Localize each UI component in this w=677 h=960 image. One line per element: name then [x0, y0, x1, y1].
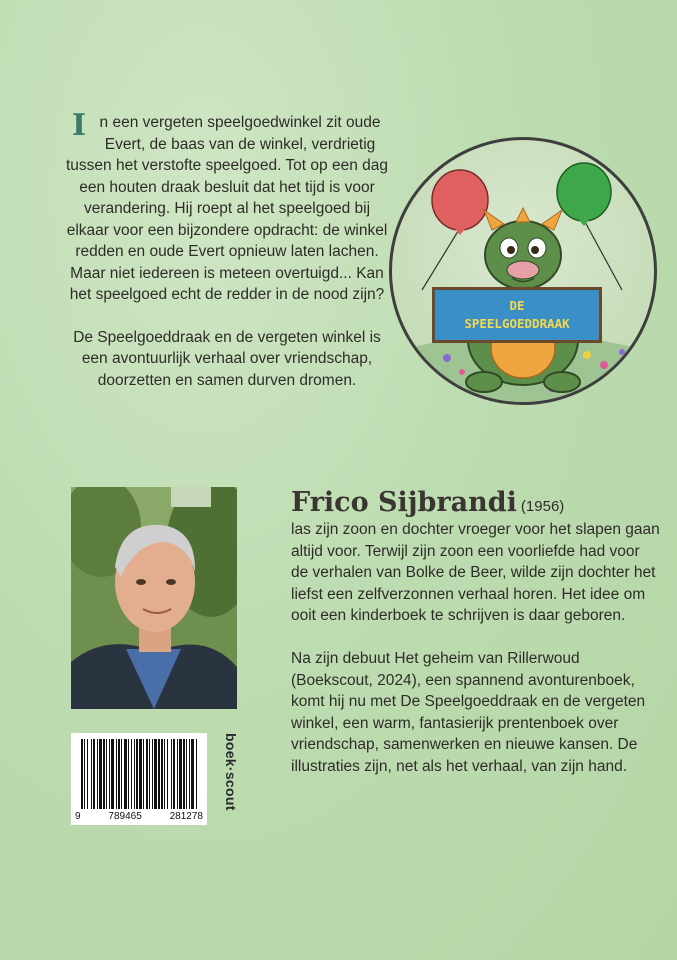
green-balloon	[557, 163, 611, 221]
barcode-bar	[111, 739, 114, 809]
barcode-bar	[91, 739, 92, 809]
barcode-bar	[164, 739, 165, 809]
barcode-bar	[183, 739, 185, 809]
back-cover-blurb	[62, 108, 392, 391]
barcode-bar	[106, 739, 107, 809]
barcode-bar	[189, 739, 190, 809]
barcode-bar	[179, 739, 182, 809]
red-balloon	[432, 170, 488, 230]
barcode-bar	[87, 739, 88, 809]
barcode-bar	[171, 739, 172, 809]
drop-cap: I	[72, 108, 87, 143]
sign-line-2: SPEELGOEDDRAAK	[464, 316, 570, 331]
barcode-bar	[99, 739, 102, 809]
speelgoeddraak-sign	[432, 287, 602, 343]
barcode-bar	[158, 739, 160, 809]
barcode-bar	[109, 739, 110, 809]
barcode-digit-prefix: 9	[75, 811, 81, 822]
author-bio-2: Na zijn debuut Het geheim van Rillerwoud (Boekscout, 2024), een spannend avonturenboek, komt hij nu met De Speelgoeddraak en de vergeten winkel, een warm, fantasierijk prentenboek over vriendschap, samenwerken en nieuwe kansen. De illustraties zijn, net als het verhaal, van zijn hand.	[291, 649, 646, 775]
author-name: Frico Sijbrandi	[291, 487, 517, 518]
barcode-bar	[186, 739, 187, 809]
author-photo	[71, 487, 237, 709]
isbn-barcode	[71, 733, 207, 825]
barcode-bar	[84, 739, 85, 809]
blurb-paragraph-1	[62, 108, 392, 306]
barcode-bar	[136, 739, 138, 809]
barcode-digit-group-1: 789465	[108, 811, 142, 822]
barcode-bar	[93, 739, 95, 809]
barcode-bar	[81, 739, 83, 809]
barcode-bar	[167, 739, 168, 809]
barcode-digit-group-2: 281278	[169, 811, 203, 822]
dragon-illustration-art	[392, 140, 654, 402]
author-birth-year: (1956)	[520, 498, 565, 515]
author-bio-1: las zijn zoon en dochter vroeger voor het slapen gaan altijd voor. Terwijl zijn zoon een voorliefde had voor de verhalen van Bolke de Beer, wilde zijn dochter het liefst een zelfverzonnen verhaal horen. Het idee om ooit een kinderboek te schrijven is daar geboren.	[291, 521, 660, 625]
barcode-bar	[196, 739, 197, 809]
dragon-illustration	[389, 137, 657, 405]
barcode-bar	[118, 739, 120, 809]
barcode-bar	[143, 739, 144, 809]
barcode-bar	[103, 739, 105, 809]
barcode-bar	[146, 739, 148, 809]
barcode-bar	[116, 739, 117, 809]
blurb-paragraph-1-text: n een vergeten speelgoedwinkel zit oude Evert, de baas van de winkel, verdrietig tussen het verstofte speelgoed. Tot op een dag een houten draak besluit dat het tijd is voor verandering. Hij roept al het speelgoed bij elkaar voor een bijzondere opdracht: de winkel redden en oude Evert opnieuw laten lachen. Maar niet iedereen is meteen overtuigd... Kan het speelgoed echt de redder in de nood zijn?	[65, 114, 388, 303]
barcode-bar	[152, 739, 153, 809]
barcode-bar	[131, 739, 132, 809]
barcode-bar	[154, 739, 157, 809]
sign-line-1: DE	[509, 298, 525, 313]
author-portrait-image	[71, 487, 237, 709]
barcode-bar	[134, 739, 135, 809]
publisher-logo: boek·scout	[223, 733, 239, 811]
blurb-paragraph-2: De Speelgoeddraak en de vergeten winkel is een avontuurlijk verhaal over vriendschap, doorzetten en samen durven dromen.	[73, 328, 381, 389]
barcode-bar	[191, 739, 194, 809]
barcode-bar	[177, 739, 178, 809]
barcode-bar	[124, 739, 127, 809]
barcode-bar	[149, 739, 150, 809]
barcode-bar	[121, 739, 122, 809]
author-section	[291, 487, 661, 778]
barcode-bar	[97, 739, 98, 809]
barcode-bar	[173, 739, 175, 809]
barcode-bar	[161, 739, 163, 809]
barcode-bar	[139, 739, 142, 809]
barcode-digits	[75, 811, 203, 822]
barcode-bar	[128, 739, 129, 809]
